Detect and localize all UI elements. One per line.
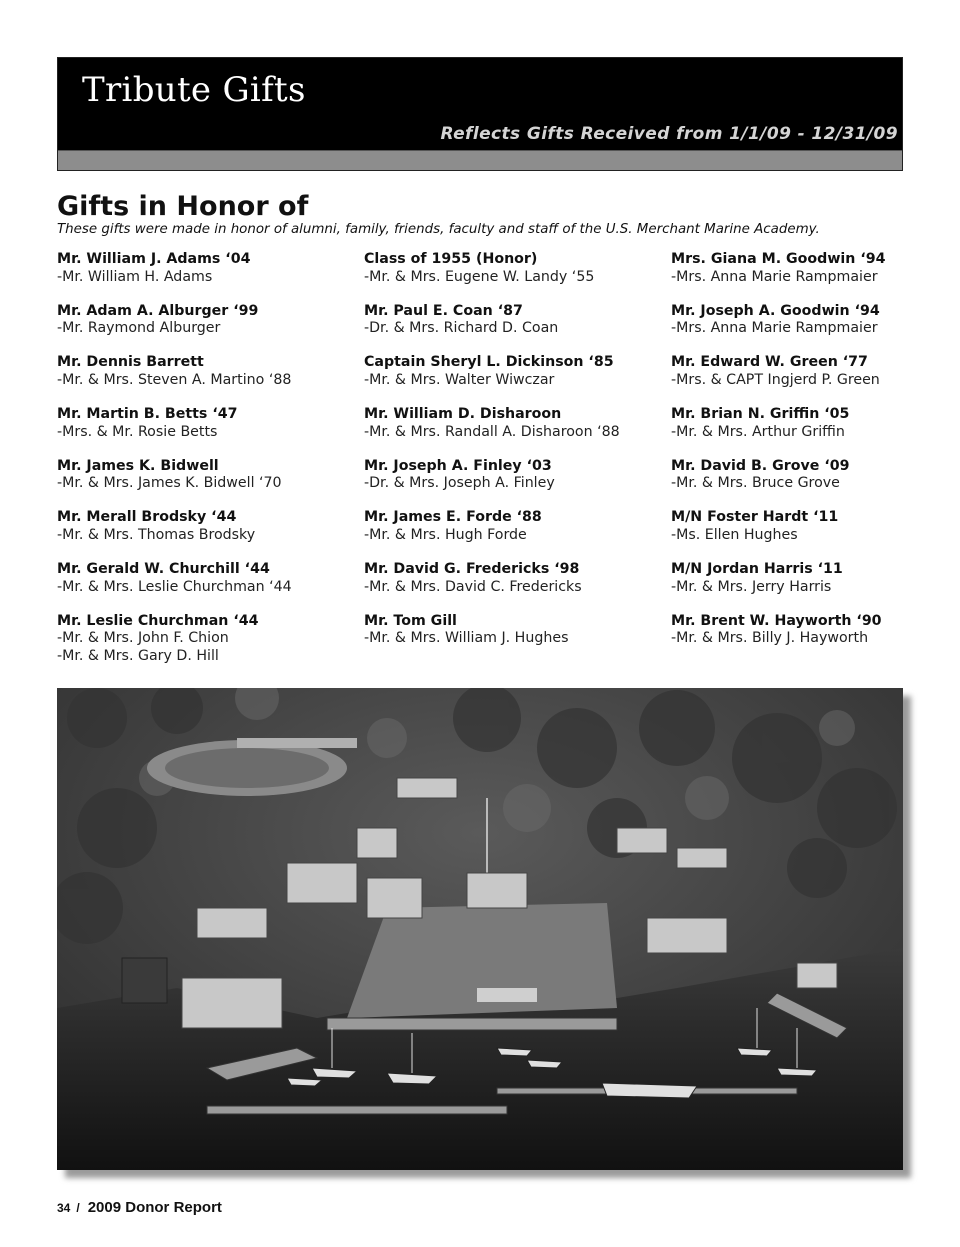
honor-entry xyxy=(57,406,347,458)
honoree-name: Mr. Martin B. Betts ‘47 xyxy=(57,406,238,423)
honoree-name: M/N Foster Hardt ‘11 xyxy=(671,509,839,526)
honoree-name: Mr. James E. Forde ‘88 xyxy=(364,509,542,526)
honoree-name: Mr. William D. Disharoon xyxy=(364,406,562,423)
honor-entry xyxy=(57,561,347,613)
honor-entry xyxy=(364,509,654,561)
honoree-name: M/N Jordan Harris ‘11 xyxy=(671,561,843,578)
campus-aerial-photo xyxy=(57,688,903,1170)
donor-name: -Mr. & Mrs. Eugene W. Landy ‘55 xyxy=(364,268,595,285)
donor-name: -Mr. & Mrs. Randall A. Disharoon ‘88 xyxy=(364,423,620,440)
honor-entry xyxy=(57,458,347,510)
donor-name: -Ms. Ellen Hughes xyxy=(671,526,798,543)
footer-separator: / xyxy=(76,1201,80,1215)
aerial-photo-image xyxy=(57,688,903,1170)
donor-name: -Mr. & Mrs. Steven A. Martino ‘88 xyxy=(57,371,292,388)
honor-entry xyxy=(671,251,960,303)
honor-column-1 xyxy=(57,251,347,665)
honor-entry xyxy=(671,509,960,561)
honor-entry xyxy=(671,613,960,665)
honor-entry xyxy=(57,354,347,406)
donor-name: -Dr. & Mrs. Joseph A. Finley xyxy=(364,475,555,492)
donor-name: -Mr. & Mrs. Billy J. Hayworth xyxy=(671,630,869,647)
header-banner xyxy=(57,57,903,171)
honor-entry xyxy=(57,509,347,561)
honor-entry xyxy=(57,303,347,355)
honoree-name: Mr. Dennis Barrett xyxy=(57,354,204,371)
donor-name: -Mr. & Mrs. Arthur Griffin xyxy=(671,423,845,440)
honor-entry xyxy=(57,251,347,303)
honoree-name: Mr. Brent W. Hayworth ‘90 xyxy=(671,612,882,629)
donor-name: -Mr. Raymond Alburger xyxy=(57,320,221,337)
donor-name: -Dr. & Mrs. Richard D. Coan xyxy=(364,320,559,337)
donor-name: -Mr. & Mrs. William J. Hughes xyxy=(364,630,569,647)
donor-name: -Mr. & Mrs. Bruce Grove xyxy=(671,475,840,492)
honor-entry xyxy=(364,613,654,665)
honoree-name: Class of 1955 (Honor) xyxy=(364,251,538,267)
honoree-name: Mr. Leslie Churchman ‘44 xyxy=(57,612,259,629)
donor-name: -Mr. & Mrs. Gary D. Hill xyxy=(57,647,219,664)
honor-column-2 xyxy=(364,251,654,665)
donor-name: -Mr. & Mrs. Jerry Harris xyxy=(671,578,832,595)
honor-entry xyxy=(364,406,654,458)
donor-name: -Mrs. & Mr. Rosie Betts xyxy=(57,423,218,440)
section-description: These gifts were made in honor of alumni, family, friends, faculty and staff of the U.S. Merchant Marine Academy. xyxy=(57,222,820,237)
honor-entry xyxy=(364,303,654,355)
honor-entry xyxy=(364,561,654,613)
donor-name: -Mrs. & CAPT Ingjerd P. Green xyxy=(671,371,880,388)
honor-entry xyxy=(671,406,960,458)
honor-entry xyxy=(671,458,960,510)
honoree-name: Mr. James K. Bidwell xyxy=(57,457,219,474)
honoree-name: Mr. Joseph A. Finley ‘03 xyxy=(364,457,552,474)
honor-entry xyxy=(671,303,960,355)
honoree-name: Mr. Merall Brodsky ‘44 xyxy=(57,509,237,526)
donor-name: -Mr. & Mrs. Hugh Forde xyxy=(364,526,527,543)
donor-name: -Mr. & Mrs. Leslie Churchman ‘44 xyxy=(57,578,292,595)
donor-name: -Mrs. Anna Marie Rampmaier xyxy=(671,268,878,285)
honoree-name: Mr. Joseph A. Goodwin ‘94 xyxy=(671,302,880,319)
honor-entry xyxy=(364,354,654,406)
honoree-name: Mr. William J. Adams ‘04 xyxy=(57,251,251,267)
page-footer xyxy=(57,1199,222,1216)
honor-entry xyxy=(57,613,347,665)
honor-entry xyxy=(671,354,960,406)
section-title: Gifts in Honor of xyxy=(57,191,309,222)
donor-name: -Mr. & Mrs. John F. Chion xyxy=(57,630,229,647)
page-number: 34 xyxy=(57,1201,71,1215)
donor-name: -Mr. & Mrs. James K. Bidwell ‘70 xyxy=(57,475,282,492)
honoree-name: Mr. David G. Fredericks ‘98 xyxy=(364,561,580,578)
honoree-name: Mr. Edward W. Green ‘77 xyxy=(671,354,868,371)
honoree-name: Mrs. Giana M. Goodwin ‘94 xyxy=(671,251,886,267)
honor-entry xyxy=(671,561,960,613)
donor-name: -Mr. & Mrs. David C. Fredericks xyxy=(364,578,582,595)
honor-column-3 xyxy=(671,251,960,665)
donor-name: -Mr. William H. Adams xyxy=(57,268,213,285)
donor-name: -Mr. & Mrs. Walter Wiwczar xyxy=(364,371,555,388)
honoree-name: Mr. David B. Grove ‘09 xyxy=(671,457,850,474)
banner-strip xyxy=(58,150,902,170)
honoree-name: Mr. Gerald W. Churchill ‘44 xyxy=(57,561,270,578)
report-title: 2009 Donor Report xyxy=(87,1199,222,1216)
banner-subtitle: Reflects Gifts Received from 1/1/09 - 12/31/09 xyxy=(440,124,898,144)
donor-name: -Mr. & Mrs. Thomas Brodsky xyxy=(57,526,256,543)
banner-title: Tribute Gifts xyxy=(82,70,306,110)
honoree-name: Mr. Brian N. Griffin ‘05 xyxy=(671,406,850,423)
donor-name: -Mrs. Anna Marie Rampmaier xyxy=(671,320,878,337)
honoree-name: Mr. Adam A. Alburger ‘99 xyxy=(57,302,259,319)
honor-entry xyxy=(364,251,654,303)
honoree-name: Mr. Paul E. Coan ‘87 xyxy=(364,302,523,319)
honoree-name: Captain Sheryl L. Dickinson ‘85 xyxy=(364,354,614,371)
honor-entry xyxy=(364,458,654,510)
honoree-name: Mr. Tom Gill xyxy=(364,612,457,629)
